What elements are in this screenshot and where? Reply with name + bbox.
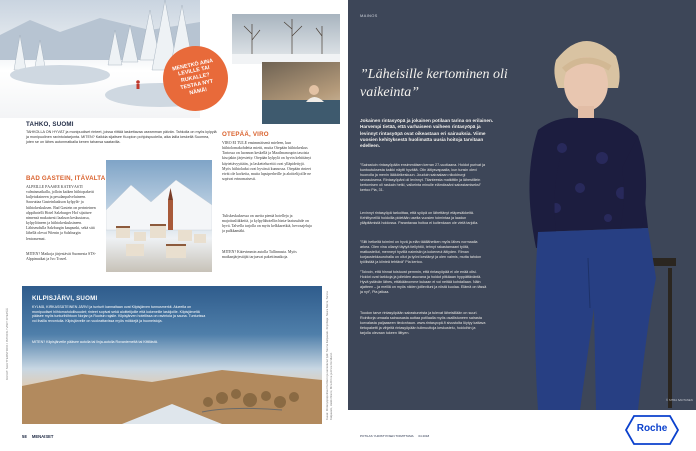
- left-photo-credit: KUVAT: SHUTTERSTOCK / ISTOCK / VISIT OTEPÄÄ: [5, 308, 9, 380]
- right-page: [348, 0, 696, 450]
- otepaa-body: VIRO EI TULE ensimmäisenä mieleen, kun hiihtolomakohdetta mietti, mutta Otepään hiihtokeskus Tartossa on luonnon keskellä ja Maailmancupin tasoisia kisojakin järjestetty. Otepään kylpylä on hyvin kehittänyt käytettävyyttään, ja laskettelureitit ovat ylläpidettyjä. Myös hiihtoladut ovat hyvässä kunnossa. Otepään rinteet eivät ole korkeita, mutta lapsiperheille ja aloittelijoille ne sopivat erinomaisesti.: [222, 141, 312, 182]
- kilpisjarvi-photo: [22, 286, 322, 424]
- otepaa-photo-top: [232, 14, 340, 64]
- otepaa-heading: OTEPÄÄ, VIRO: [222, 131, 269, 138]
- tahko-heading: TAHKO, SUOMI: [26, 121, 74, 128]
- portrait-credit: © SITRA SANTANEN: [666, 398, 693, 402]
- otepaa-body-2: Tuliskeskuksessa on useita pieniä hotelleja ja majoitusliikkeitä, ja kylpylähotellin hinta-laatusuhde on hyvä. Talvella tarjolla on myös kelkkaretkiä, hevosajeluja ja pulkkamäki.: [222, 214, 312, 234]
- roche-logo-text: Roche: [636, 423, 668, 434]
- article-paragraph-1: ”Sairastuin rintasyöpään ensimmäisen kerran 27-vuotiaana. Hoidot purivat ja kuntoutuksesta kaikki näytti hyvältä. Olin äitiysvapaalla, kun tunsin olevi huonolla ja menin lääkärikeskuun. Jouduin sairaalaan nikokirurgi seurauksena. Rintasyöpäni oli levinnyt. Tilanteesta matkittiin ja lähestillein kertomisen oli raskain hetki, vaikeinta minulle elämässäni sairastamiseksi” kertoo Pia, 31.: [360, 163, 486, 192]
- tahko-body: TAHKOLLA ON HYVÄT ja monipuoliset rinteet, joissa riittää laskettavaa useamman päivän. Tahkolla on myös kylpylä ja monipuolinen ravintolatarjonta. MITEN? Kaikkia sijaitsee Kuopion pohjoispuolella, aika lailla keskellä Suomea, joten se on lähes autonmatkalla kenen tahansa saatavilla.: [26, 130, 217, 144]
- bad-gastein-body: ALPEILLE PÄÄSEE KÄTEVÄSTI valmismatkalla, jolloin kaiken hiihtopaketti kuljetuksineen ja pesulanpalveluineen. Saavuttaa Gasteinlaakson kylpylä- ja hiihtokeskuksen. Bad Gastein on perinteinen alppihotelli Hotel Salzburger Hof sijaitsee nimensä mukaisesti laakson keskustassa, kylpylöineen ja hiihtokeskuksineen. Lähiseudulla Salzburgin kaupunki, sekä sitä lähellä olevat Wienin ja Salzburgin lentoasemat.: [26, 185, 96, 241]
- quote-heading: ”Läheisille kertominen oli vaikeinta”: [360, 67, 508, 100]
- person-relaxing-graphic: [262, 62, 340, 124]
- promo-circle-text: MENETKÖ AINA LEVILLE TAI RUKALLE? TESTAA NYT NÄMÄ!: [171, 57, 214, 97]
- lead-paragraph: Jokainen rintasyöpä ja jokainen potilaan tarina on erilainen. Harvempi tietää, että varhaiseen vaiheen rintasyöpä ja levinnyt rintasyöpä ovat oikeastaan eri sairauksia. Viime vuosien kehityksestä huolimatta uusia hoitoja tarvitaan edelleen.: [360, 118, 494, 149]
- article-paragraph-4: ”Toivoin, että hinnat toistuvat pemmin, että rintasyöpää ei ole enää olisi. Hoidot ovat tarkkoja ja jolleiden asuvana ja hoidot pitkäaan hyppättäväntä. Hyvä ystävän lähes, ettäkäänomme kukaan ei voi neitää kohdallaan. Näin ajatteen – ja meillä on myös niiden joilleviluni ja niistä kuolaa. Elämä on tässä ja nyt”, Pia jatkaa.: [360, 270, 487, 294]
- right-vertical-credit: Kuvat: Rintasyöpäpotilas Pia Niemi ja sairastunut tytär Sanna Kalpavalo. Kirjoittaja: Saara Niemi, Sanna Kalpavalo, Heikki Niemi, Mira Rinne ja Anne Nordlund.: [325, 291, 333, 420]
- otepaa-miten: MITEN? Kätevimmin autolla Tallinnasta. Myös matkanjärjestäjät tarjoavat pakettimatkoja.: [222, 250, 297, 260]
- left-page: [0, 0, 348, 450]
- right-footer: [348, 410, 696, 450]
- article-paragraph-2: Levinnyt rintasyöpä tarkoittaa, että syöpä on lähettänyt etäpesäkkeitä. Kehittyneillä hoidoilla pidetään useita vuosien toimintaa ja laadun ylläpitämistä hoidossa. Parantavaa hoitoa ei kuitenkaan ole vielä tarjolla.: [360, 211, 479, 225]
- winter-trees-graphic: [232, 14, 340, 64]
- article-paragraph-5: Toodon tarve rintasyöpään sairastuneista ja tulevat läheisillään on suuri. Roinitorja urnaala sairausasta auttaa potilaalla myös osallistuneen sairasta korvalasta paljaaseen tiedonhaun. www.rintasyopä.fi sivustolta löytyy kattava tietopaketti ja vihjeitä rintasyöpään tulimuuttoja keskustelu, hoidoihin ja tarjolla olevaan tukeen liittyen.: [360, 311, 486, 335]
- bad-gastein-photo: [106, 160, 212, 272]
- left-footer: [22, 434, 53, 439]
- bad-gastein-heading: BAD GASTEIN, ITÄVALTA: [26, 175, 106, 182]
- kilpisjarvi-miten: MITEN? Kilpisjärvelle pääsee autolla tai linja-autolla Rovaniemeltä tai Kittilästä.: [32, 340, 158, 344]
- sauna-photo: [262, 62, 340, 124]
- footer-label: [360, 434, 429, 438]
- page-number: 58: [22, 434, 27, 439]
- roche-logo: [624, 414, 680, 446]
- article-paragraph-3: ”Silti hetkeltä toimimi on hyvä ja elän täällähetken myös lähes normaalia arkea. Olen vina ollanyt täytyä tiellyhtiö, tehnyt rakastamaani työtä, matkustellut, menneyt hyvillä naimisiin ja kokeneut äitiyden. Riman korjaustekkaurohalla on ollut ja työni kestänyt ja olen valmis, mutta tahdon työllistää ja kiinteä tehtävä” Pia kertoo.: [360, 240, 482, 264]
- kilpisjarvi-heading: KILPISJÄRVI, SUOMI: [32, 295, 98, 302]
- kilpisjarvi-body: KYLMÄ, KIRKASSÄTEINEN JÄRVI ja tunturit kannaltaan ovat Kilpisjärven tunnusmerkit. Alueella on monipuoliset hiihtomahdollisuudet; rinteet sopivat sekä aloittelijoille että kokeneille laskijoille. Kilpisjärveltä pääsee myös tunturihiihtoon Norjan ja Ruotsin rajalle. Kilpisjärven hotellissa on ravintola ja sauna. Tunturissa voi ihailla revontulia. Kilpisjärvelle on vuokrattavissa myös mökkejä ja huoneistoja.: [32, 305, 206, 324]
- magazine-name: MENAISET: [31, 434, 54, 439]
- section-label: MAINOS: [360, 13, 378, 18]
- alpine-town-graphic: [106, 160, 212, 272]
- footer-label-text: POTILAS YHDISTYKSEN TOIMITTAMA: [360, 434, 414, 438]
- footer-date: 04 2018: [418, 434, 430, 438]
- bad-gastein-miten: MITEN? Matkoja järjestävät Suomesta STS-Alppimatkat ja Ivo Travel.: [26, 252, 97, 262]
